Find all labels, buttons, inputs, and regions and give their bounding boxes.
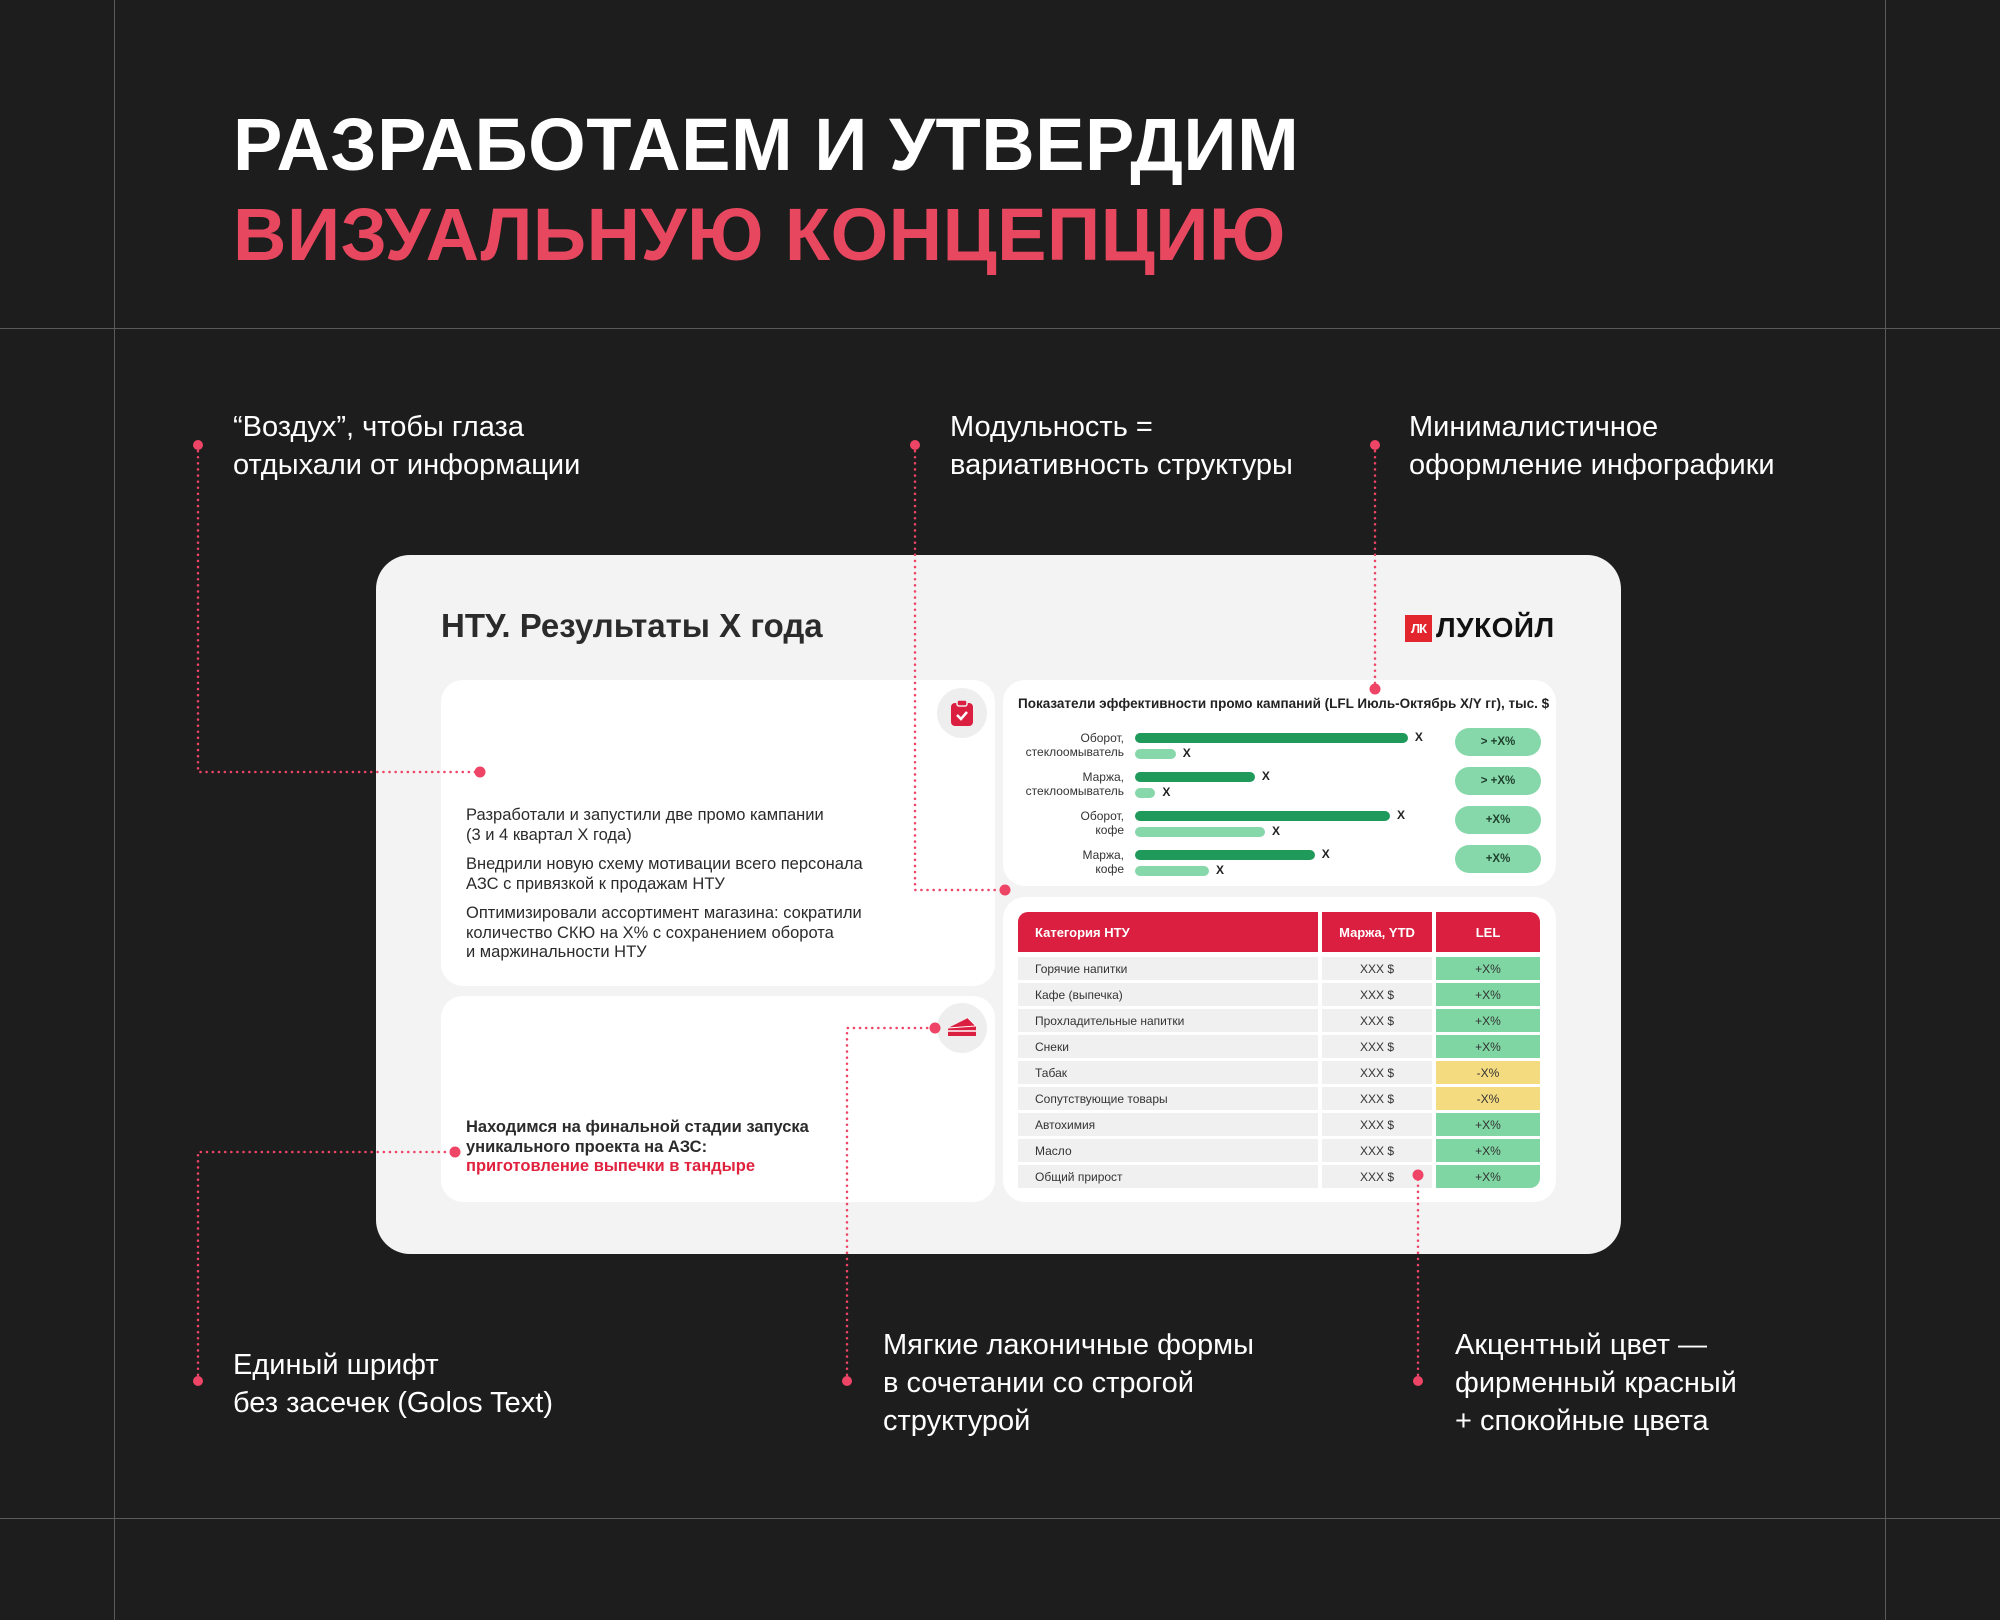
table-cell-margin: XXX $	[1322, 957, 1432, 980]
bar-label	[1081, 809, 1124, 837]
text-line: Находимся на финальной стадии запуска	[466, 1118, 809, 1136]
annotation-line: “Воздух”, чтобы глаза	[233, 411, 524, 443]
table-card	[1003, 897, 1556, 1202]
bar-label-line: Оборот,	[1080, 731, 1124, 745]
bar-value: X	[1162, 785, 1171, 799]
text-line: АЗС с привязкой к продажам НТУ	[466, 874, 725, 893]
table-cell-category: Масло	[1018, 1139, 1318, 1162]
bar-current	[1135, 772, 1255, 782]
table-cell-margin: XXX $	[1322, 1087, 1432, 1110]
text-line: Оптимизировали ассортимент магазина: сократили	[466, 904, 862, 922]
annotation-line: + спокойные цвета	[1455, 1405, 1709, 1437]
results-card	[441, 680, 995, 986]
table-header-category: Категория НТУ	[1018, 912, 1318, 952]
bar-label-line: Маржа,	[1082, 770, 1124, 784]
grid-line	[1885, 0, 1886, 1620]
bar-current	[1135, 811, 1390, 821]
bar-value: X	[1397, 808, 1406, 822]
table-cell-category: Прохладительные напитки	[1018, 1009, 1318, 1032]
bar-label	[1026, 731, 1124, 759]
grid-line	[0, 1518, 2000, 1519]
bar-value: X	[1215, 863, 1224, 877]
annotation-shapes	[883, 1326, 1254, 1440]
table-cell-lel: +X%	[1436, 957, 1540, 980]
text-line: уникального проекта на АЗС:	[466, 1137, 708, 1156]
text-line: (3 и 4 квартал X года)	[466, 825, 632, 844]
connector-dot	[910, 440, 920, 450]
text-line: Разработали и запустили две промо кампании	[466, 806, 824, 824]
table-cell-margin: XXX $	[1322, 983, 1432, 1006]
bar-value: X	[1321, 847, 1330, 861]
table-header-lel: LEL	[1436, 912, 1540, 952]
annotation-line: Акцентный цвет —	[1455, 1329, 1708, 1361]
text-line: и маржинальности НТУ	[466, 943, 647, 961]
bar-label-line: Маржа,	[1082, 848, 1124, 862]
bar-label	[1082, 848, 1124, 876]
connector-dot	[1413, 1376, 1423, 1386]
bar-label-line: кофе	[1095, 823, 1124, 837]
chart-title: Показатели эффективности промо кампаний (LFL Июль-Октябрь X/Y гг), тыс. $	[1018, 696, 1550, 711]
table-cell-category: Горячие напитки	[1018, 957, 1318, 980]
bar-label-line: кофе	[1095, 862, 1124, 876]
bar-previous	[1135, 866, 1209, 876]
project-card	[441, 996, 995, 1202]
bar-previous	[1135, 749, 1176, 759]
slide-mockup	[376, 555, 1621, 1254]
connector-dot	[193, 1376, 203, 1386]
clipboard-check-icon	[937, 688, 987, 738]
bar-value: X	[1272, 824, 1281, 838]
bar-previous	[1135, 788, 1155, 798]
annotation-line: Модульность =	[950, 411, 1153, 443]
text-highlight: приготовление выпечки в тандыре	[466, 1157, 755, 1175]
bar-value: X	[1261, 769, 1270, 783]
change-pill: > +X%	[1455, 728, 1541, 756]
bar-label-line: стеклоомыватель	[1025, 784, 1124, 798]
table-cell-category: Сопутствующие товары	[1018, 1087, 1318, 1110]
table-cell-margin: XXX $	[1322, 1165, 1432, 1188]
table-cell-margin: XXX $	[1322, 1139, 1432, 1162]
results-text	[466, 806, 863, 963]
connector-dot	[1370, 440, 1380, 450]
annotation-air	[233, 408, 580, 484]
lukoil-logo	[1405, 612, 1555, 644]
slide-title: НТУ. Результаты X года	[441, 607, 823, 644]
annotation-modularity	[950, 408, 1293, 484]
text-line: количество СКЮ на X% с сохранением оборота	[466, 923, 834, 942]
table-cell-lel: +X%	[1436, 1139, 1540, 1162]
connector-dot	[193, 440, 203, 450]
change-pill: > +X%	[1455, 767, 1541, 795]
bar-previous	[1135, 827, 1265, 837]
table-cell-lel: +X%	[1436, 1165, 1540, 1188]
logo-mark: ЛК	[1405, 615, 1432, 642]
table-cell-lel: +X%	[1436, 1035, 1540, 1058]
annotation-line: в сочетании со строгой	[883, 1367, 1194, 1399]
table-cell-category: Автохимия	[1018, 1113, 1318, 1136]
table-cell-lel: -X%	[1436, 1087, 1540, 1110]
bar-current	[1135, 850, 1315, 860]
annotation-font	[233, 1346, 553, 1422]
cake-slice-icon	[937, 1003, 987, 1053]
grid-line	[114, 0, 115, 1620]
annotation-accent	[1455, 1326, 1737, 1440]
table-cell-category: Кафе (выпечка)	[1018, 983, 1318, 1006]
annotation-line: Мягкие лаконичные формы	[883, 1329, 1254, 1361]
table-cell-margin: XXX $	[1322, 1009, 1432, 1032]
annotation-minimal	[1409, 408, 1775, 484]
annotation-line: вариативность структуры	[950, 449, 1293, 481]
annotation-line: отдыхали от информации	[233, 449, 581, 481]
table-cell-lel: -X%	[1436, 1061, 1540, 1084]
heading-line-1: РАЗРАБОТАЕМ И УТВЕРДИМ	[233, 103, 1300, 186]
connector-dot	[842, 1376, 852, 1386]
change-pill: +X%	[1455, 845, 1541, 873]
bar-value: X	[1182, 746, 1191, 760]
annotation-line: Минималистичное	[1409, 411, 1659, 443]
table-cell-lel: +X%	[1436, 1113, 1540, 1136]
grid-line	[0, 328, 2000, 329]
chart-card	[1003, 680, 1556, 886]
annotation-line: без засечек (Golos Text)	[233, 1387, 553, 1419]
annotation-line: фирменный красный	[1455, 1367, 1737, 1399]
bar-label-line: Оборот,	[1080, 809, 1124, 823]
annotation-line: оформление инфографики	[1409, 449, 1775, 481]
change-pill: +X%	[1455, 806, 1541, 834]
table-cell-margin: XXX $	[1322, 1061, 1432, 1084]
bar-label-line: стеклоомыватель	[1025, 745, 1124, 759]
project-text	[466, 1118, 809, 1177]
heading-line-2: ВИЗУАЛЬНУЮ КОНЦЕПЦИЮ	[233, 193, 1286, 276]
logo-text: ЛУКОЙЛ	[1436, 612, 1555, 643]
bar-current	[1135, 733, 1408, 743]
table-cell-category: Табак	[1018, 1061, 1318, 1084]
table-cell-margin: XXX $	[1322, 1113, 1432, 1136]
table-cell-margin: XXX $	[1322, 1035, 1432, 1058]
text-line: Внедрили новую схему мотивации всего персонала	[466, 855, 863, 873]
table-cell-category: Общий прирост	[1018, 1165, 1318, 1188]
table-cell-lel: +X%	[1436, 1009, 1540, 1032]
table-header-margin: Маржа, YTD	[1322, 912, 1432, 952]
table-cell-lel: +X%	[1436, 983, 1540, 1006]
annotation-line: Единый шрифт	[233, 1349, 439, 1381]
bar-label	[1026, 770, 1124, 798]
table-cell-category: Снеки	[1018, 1035, 1318, 1058]
annotation-line: структурой	[883, 1405, 1031, 1437]
bar-value: X	[1414, 730, 1423, 744]
